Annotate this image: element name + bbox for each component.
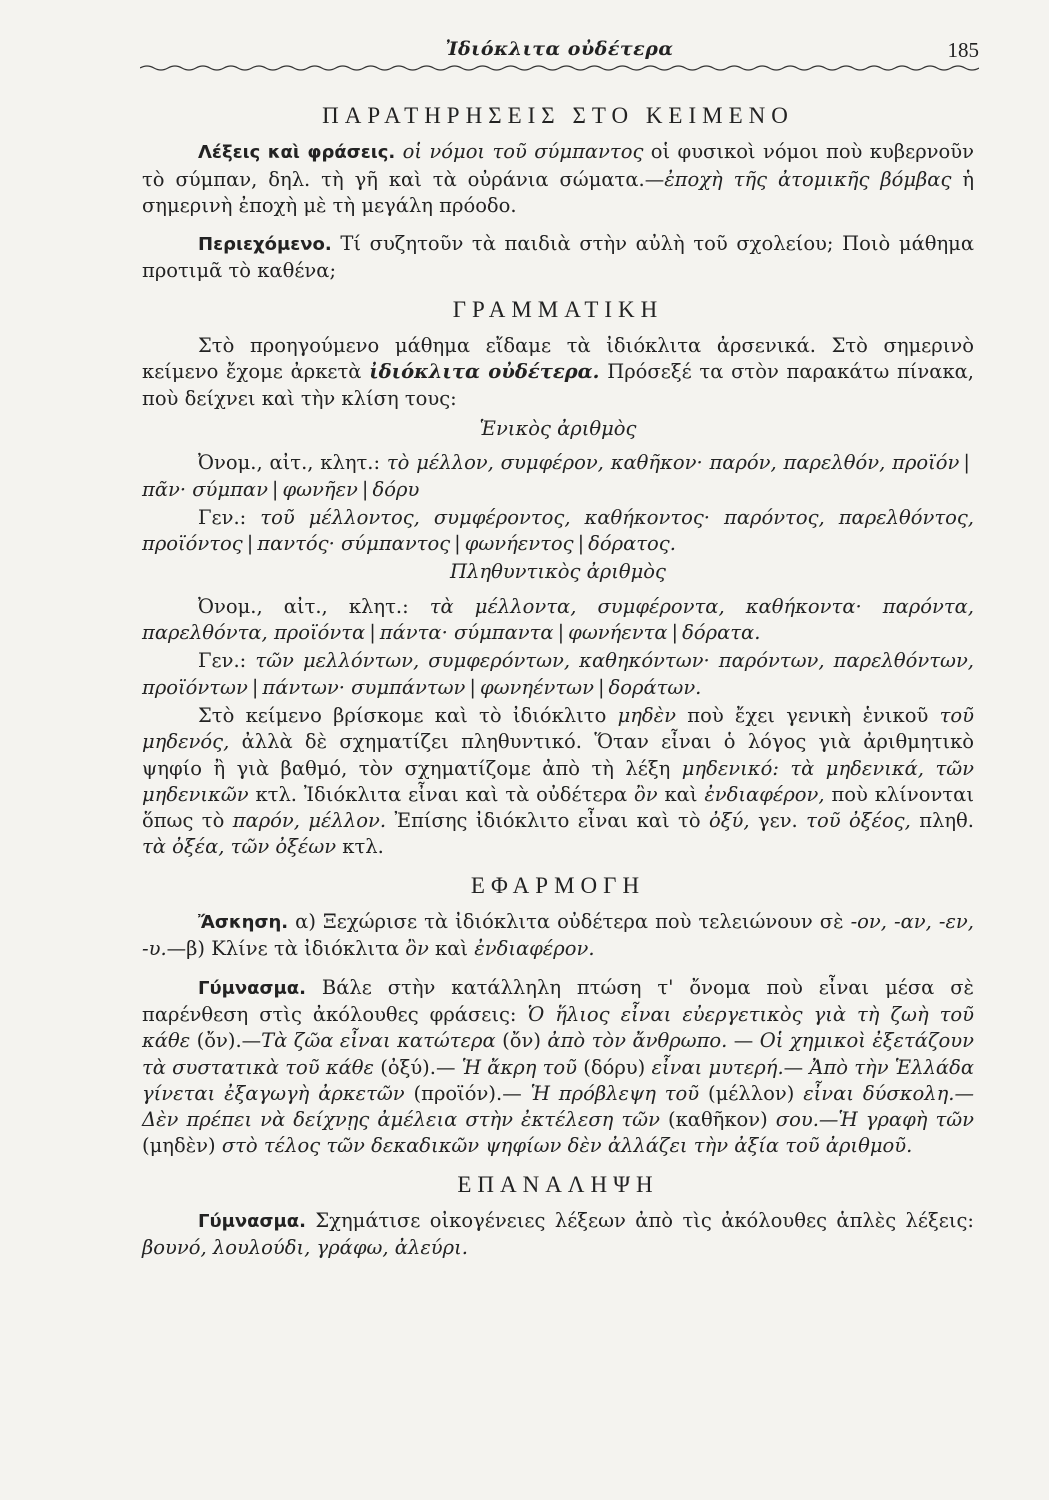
paragraph-grammar-body: Στὸ κείμενο βρίσκομε καὶ τὸ ἰδιόκλιτο μηδὲν ποὺ ἔχει γενικὴ ἑνικοῦ τοῦ μηδενός, ἀλλὰ δὲ σχηματίζει πληθυντικό. Ὅταν εἶναι ὁ λόγος γιὰ ἀριθμητικὸ ψηφίο ἢ γιὰ βαθμό, τὸν σχηματίζομε ἀπὸ τὴ λέξη μηδενικό: τὰ μηδενικά, τῶν μηδενικῶν κτλ. Ἰδιόκλιτα εἶναι καὶ τὰ οὐδέτερα ὂν καὶ ἐνδιαφέρον, ποὺ κλίνονται ὅπως τὸ παρόν, μέλλον. Ἐπίσης ἰδιόκλιτο εἶναι καὶ τὸ ὀξύ, γεν. τοῦ ὀξέος, πληθ. τὰ ὀξέα, τῶν ὀξέων κτλ.: [142, 703, 975, 859]
label-review-practice: Γύμνασμα.: [198, 1210, 306, 1232]
running-head: [140, 38, 979, 70]
label-content: Περιεχόμενο.: [198, 234, 332, 256]
section-title-review: ΕΠΑΝΑΛΗΨΗ: [457, 1171, 659, 1197]
plural-nominative-row: Ὀνομ., αἰτ., κλητ.: τὰ μέλλοντα, συμφέροντα, καθήκοντα· παρόντα, παρελθόντα, προϊόντα | πάντα· σύμπαντα | φωνήεντα | δόρατα.: [142, 594, 974, 645]
plural-genitive-row: Γεν.: τῶν μελλόντων, συμφερόντων, καθηκόντων· παρόντων, παρελθόντων, προϊόντων | πάντων· συμπάντων | φωνηέντων | δοράτων.: [142, 649, 974, 699]
paragraph-exercise: Ἄσκηση. α) Ξεχώρισε τὰ ἰδιόκλιτα οὐδέτερα ποὺ τελειώνουν σὲ -ον, -αν, -εν, -υ.—β) Κλίνε τὰ ἰδιόκλιτα ὂν καὶ ἐνδιαφέρον.: [142, 910, 974, 961]
section-title-remarks: ΠΑΡΑΤΗΡΗΣΕΙΣ ΣΤΟ ΚΕΙΜΕΝΟ: [322, 103, 794, 128]
singular-nominative-row: Ὀνομ., αἰτ., κλητ.: τὸ μέλλον, συμφέρον, καθῆκον· παρόν, παρελθόν, προϊόν |πᾶν· σύμπαν | φωνῆεν | δόρυ: [142, 451, 970, 501]
header-wavy-rule: [140, 64, 979, 72]
label-practice: Γύμνασμα.: [198, 977, 306, 999]
paragraph-practice: Γύμνασμα. Βάλε στὴν κατάλληλη πτώση τ' ὄνομα ποὺ εἶναι μέσα σὲ παρένθεση στὶς ἀκόλουθες φράσεις: Ὁ ἥλιος εἶναι εὐεργετικὸς γιὰ τὴ ζωὴ τοῦ κάθε (ὄν).—Τὰ ζῶα εἶναι κατώτερα (ὄν) ἀπὸ τὸν ἄνθρωπο. — Οἱ χημικοὶ ἐξετάζουν τὰ συστατικὰ τοῦ κάθε (ὀξύ).— Ἡ ἄκρη τοῦ (δόρυ) εἶναι μυτερή.— Ἀπὸ τὴν Ἑλλάδα γίνεται ἐξαγωγὴ ἀρκετῶν (προϊόν).— Ἡ πρόβλεψη τοῦ (μέλλον) εἶναι δύσκολη.—Δὲν πρέπει νὰ δείχνῃς ἀμέλεια στὴν ἐκτέλεση τῶν (καθῆκον) σου.—Ἡ γραφὴ τῶν (μηδὲν) στὸ τέλος τῶν δεκαδικῶν ψηφίων δὲν ἀλλάζει τὴν ἀξία τοῦ ἀριθμοῦ.: [142, 975, 975, 1158]
paragraph-review-practice: Γύμνασμα. Σχημάτισε οἰκογένειες λέξεων ἀπὸ τὶς ἀκόλουθες ἁπλὲς λέξεις: βουνό, λουλούδι, γράφω, ἀλεύρι.: [142, 1208, 974, 1260]
running-title: Ἰδιόκλιτα οὐδέτερα: [445, 38, 674, 60]
page-content: [142, 95, 974, 1274]
singular-genitive-row: Γεν.: τοῦ μέλλοντος, συμφέροντος, καθήκοντος· παρόντος, παρελθόντος, προϊόντος | παντός· σύμπαντος | φωνήεντος | δόρατος.: [142, 505, 974, 556]
plural-heading: Πληθυντικὸς ἀριθμὸς: [450, 560, 666, 584]
label-phrases: Λέξεις καὶ φράσεις.: [198, 142, 396, 164]
paragraph-phrases: Λέξεις καὶ φράσεις. οἱ νόμοι τοῦ σύμπαντος οἱ φυσικοὶ νόμοι ποὺ κυβερνοῦν τὸ σύμπαν, δηλ. τὴ γῆ καὶ τὰ οὐράνια σώματα.—ἐποχὴ τῆς ἀτομικῆς βόμβας ἡ σημερινὴ ἐποχὴ μὲ τὴ μεγάλη πρόοδο.: [142, 140, 975, 217]
paragraph-content: Περιεχόμενο. Τί συζητοῦν τὰ παιδιὰ στὴν αὐλὴ τοῦ σχολείου; Ποιὸ μάθημα προτιμᾶ τὸ καθένα;: [142, 232, 974, 283]
label-exercise: Ἄσκηση.: [198, 912, 289, 934]
singular-heading: Ἑνικὸς ἀριθμὸς: [479, 416, 637, 440]
page-number: 185: [947, 38, 979, 62]
section-title-application: ΕΦΑΡΜΟΓΗ: [470, 872, 646, 898]
paragraph-grammar-intro: Στὸ προηγούμενο μάθημα εἴδαμε τὰ ἰδιόκλιτα ἀρσενικά. Στὸ σημερινὸ κείμενο ἔχομε ἀρκετὰ ἰδιόκλιτα οὐδέτερα. Πρόσεξέ τα στὸν παρακάτω πίνακα, ποὺ δείχνει καὶ τὴν κλίση τους:: [142, 334, 975, 410]
section-title-grammar: ΓΡΑΜΜΑΤΙΚΗ: [452, 296, 664, 322]
